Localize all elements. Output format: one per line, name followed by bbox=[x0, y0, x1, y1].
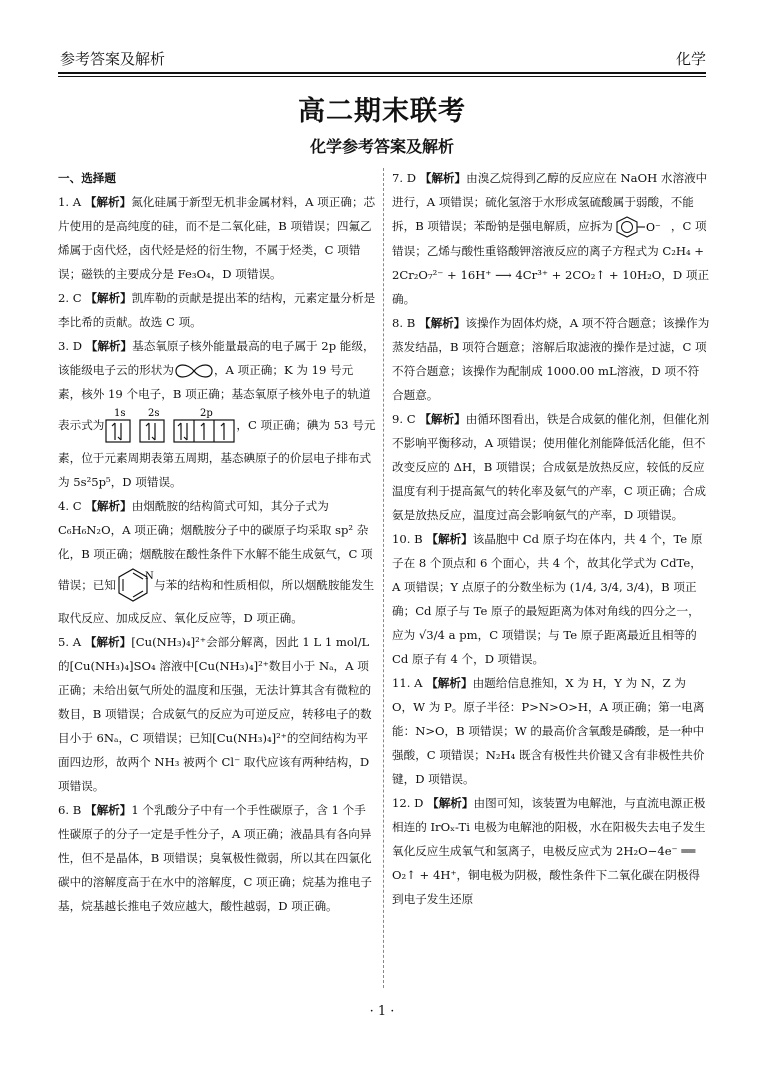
pyridine-n-label: N bbox=[144, 571, 154, 582]
section-heading: 一、选择题 bbox=[58, 171, 116, 185]
orbital-diagram bbox=[104, 406, 236, 446]
answer-text: 由循环图看出，铁是合成氨的催化剂，但催化剂不影响平衡移动，A 项错误；使用催化剂能降低活化能，但不改变反应的 ΔH，B 项错误；合成氨是放热反应，较低的反应温度有利于提高氮气的转化率及氨气的产率，C 项正确；合成氨是放热反应，温度过高会影响氨气的产率，D 项错误。 bbox=[392, 412, 710, 522]
header-right: 化学 bbox=[675, 50, 706, 68]
answer-item-11 bbox=[392, 671, 710, 791]
p-orbital-dumbbell-icon bbox=[174, 364, 214, 378]
analysis-tag: 【解析】 bbox=[419, 412, 466, 426]
answer-text: 由图可知，该装置为电解池，与直流电源正极相连的 IrOₓ-Ti 电极为电解池的阳极，水在阳极失去电子发生氧化反应生成氧气和氢离子，电极反应式为 2H₂O−4e⁻ ══ O₂↑ + 4H⁺，铜电极为阴极，酸性条件下二氧化碳在阴极得到电子发生还原 bbox=[392, 796, 706, 906]
page-header bbox=[58, 48, 706, 68]
answer-text: 与苯的结构和性质相似，所以烟酰胺能发生取代反应、加成反应、氧化反应等，D 项正确。 bbox=[58, 578, 375, 625]
pyridine-ring-icon bbox=[116, 566, 154, 606]
analysis-tag: 【解析】 bbox=[84, 803, 132, 817]
analysis-tag: 【解析】 bbox=[419, 171, 467, 185]
answer-item-8 bbox=[392, 311, 710, 407]
orbital-label-2s: 2s bbox=[148, 408, 160, 419]
answer-lead: 4. C bbox=[58, 499, 82, 513]
page-number: · 1 · bbox=[369, 1004, 395, 1019]
answer-item-12 bbox=[392, 791, 710, 911]
answer-text: 氮化硅属于新型无机非金属材料，A 项正确；芯片使用的是高纯度的硅，而不是二氧化硅，B 项错误；四氟乙烯属于卤代烃，卤代烃是烃的衍生物，不属于烃类，C 项错误；磁铁的主要成分是 Fe₃O₄，D 项错误。 bbox=[58, 195, 376, 281]
orbital-label-2p: 2p bbox=[200, 408, 214, 419]
answer-text: ，A 项正确；K 为 19 号元素，核外 19 个电子，B 项正确；基态氧原子核外电子的轨道表示式为 bbox=[58, 363, 371, 432]
header-rule bbox=[58, 72, 706, 74]
analysis-tag: 【解析】 bbox=[85, 339, 133, 353]
answer-item-3 bbox=[58, 334, 376, 494]
answer-lead: 2. C bbox=[58, 291, 82, 305]
answer-item-2 bbox=[58, 286, 376, 334]
analysis-tag: 【解析】 bbox=[427, 796, 474, 810]
analysis-tag: 【解析】 bbox=[418, 316, 466, 330]
analysis-tag: 【解析】 bbox=[426, 676, 473, 690]
answer-text: ，C 项正确；碘为 53 号元素，位于元素周期表第五周期，基态碘原子的价层电子排布式为 5s²5p⁵，D 项错误。 bbox=[58, 418, 376, 489]
answer-lead: 7. D bbox=[392, 171, 417, 185]
answer-lead: 8. B bbox=[392, 316, 416, 330]
answer-lead: 12. D bbox=[392, 796, 424, 810]
answer-text: 基态氧原子核外能量最高的电子属于 2p 能级，该能级电子云的形状为 bbox=[58, 339, 375, 377]
answer-text: 由烟酰胺的结构简式可知，其分子式为 C₆H₆N₂O，A 项正确；烟酰胺分子中的碳原子均采取 sp² 杂化，B 项正确；烟酰胺在酸性条件下水解不能生成氨气，C 项错误；已知 bbox=[58, 499, 373, 592]
answer-text: 该操作为固体灼烧，A 项不符合题意；该操作为蒸发结晶，B 项符合题意；溶解后取滤液的操作是过滤，C 项不符合题意；该操作为配制成 1000.00 mL溶液，D 项不符合题意。 bbox=[392, 316, 710, 402]
header-rule-thin bbox=[58, 76, 706, 77]
answer-item-1 bbox=[58, 190, 376, 286]
answer-item-4 bbox=[58, 494, 376, 630]
analysis-tag: 【解析】 bbox=[85, 499, 132, 513]
answer-lead: 5. A bbox=[58, 635, 82, 649]
answer-item-7 bbox=[392, 166, 710, 311]
left-column bbox=[58, 166, 376, 918]
analysis-tag: 【解析】 bbox=[84, 195, 132, 209]
analysis-tag: 【解析】 bbox=[85, 291, 132, 305]
analysis-tag: 【解析】 bbox=[84, 635, 132, 649]
analysis-tag: 【解析】 bbox=[426, 532, 473, 546]
answer-lead: 10. B bbox=[392, 532, 423, 546]
answer-text: ，C 项错误；乙烯与酸性重铬酸钾溶液反应的离子方程式为 C₂H₄ + 2Cr₂O₇²⁻ + 16H⁺ ⟶ 4Cr³⁺ + 2CO₂↑ + 10H₂O，D 项正确。 bbox=[392, 219, 710, 306]
right-column bbox=[392, 166, 710, 911]
answer-lead: 1. A bbox=[58, 195, 82, 209]
answer-item-9 bbox=[392, 407, 710, 527]
column-divider bbox=[383, 168, 384, 988]
answer-text: [Cu(NH₃)₄]²⁺会部分解离，因此 1 L 1 mol/L 的[Cu(NH₃)₄]SO₄ 溶液中[Cu(NH₃)₄]²⁺数目小于 Nₐ，A 项正确；未给出氨气所处的温度和压强，无法计算其含有微粒的数目，B 项错误；合成氨气的反应为可逆反应，转移电子的数目小于 6Nₐ，C 项错误；已知[Cu(NH₃)₄]²⁺的空间结构为平面四边形，故两个 NH₃ 被两个 Cl⁻ 取代应该有两种结构，D 项错误。 bbox=[58, 635, 372, 793]
answer-text: 该晶胞中 Cd 原子均在体内，共 4 个，Te 原子在 8 个顶点和 6 个面心，共 4 个，故其化学式为 CdTe，A 项错误；Y 点原子的分数坐标为 (1/4, 3/4, 3/4)，B 项正确；Cd 原子与 Te 原子的最短距离为体对角线的四分之一，应为 √3/4 a pm，C 项错误；与 Te 原子距离最近且相等的 Cd 原子有 4 个，D 项错误。 bbox=[392, 532, 703, 666]
answer-text: 1 个乳酸分子中有一个手性碳原子，含 1 个手性碳原子的分子一定是手性分子，A 项正确；液晶具有各向异性，但不是晶体，B 项错误；臭氧极性微弱，所以其在四氯化碳中的溶解度高于在水中的溶解度，C 项正确；烷基为推电子基，烷基越长推电子效应越大，酸性越弱，D 项正确。 bbox=[58, 803, 372, 913]
page-subtitle: 化学参考答案及解析 bbox=[309, 137, 454, 156]
answer-text: 由溴乙烷得到乙醇的反应应在 NaOH 水溶液中进行，A 项错误；硫化氢溶于水形成氢硫酸属于弱酸，不能拆，B 项错误；苯酚钠是强电解质，应拆为 bbox=[392, 171, 708, 233]
answer-text: 凯库勒的贡献是提出苯的结构，元素定量分析是李比希的贡献。故选 C 项。 bbox=[58, 291, 376, 329]
answer-lead: 3. D bbox=[58, 339, 83, 353]
answer-lead: 9. C bbox=[392, 412, 416, 426]
answer-lead: 6. B bbox=[58, 803, 82, 817]
answer-item-6 bbox=[58, 798, 376, 918]
page-title: 高二期末联考 bbox=[298, 96, 466, 127]
answer-text: 由题给信息推知，X 为 H，Y 为 N，Z 为 O，W 为 P。原子半径：P>N>O>H，A 项正确；第一电离能：N>O，B 项错误；W 的最高价含氧酸是磷酸，是一种中强酸，C 项错误；N₂H₄ 既含有极性共价键又含有非极性共价键，D 项错误。 bbox=[392, 676, 705, 786]
answer-item-10 bbox=[392, 527, 710, 671]
header-left: 参考答案及解析 bbox=[60, 50, 166, 68]
answer-item-5 bbox=[58, 630, 376, 798]
orbital-label-1s: 1s bbox=[114, 408, 126, 419]
phenoxide-o-label: O⁻ bbox=[645, 221, 661, 234]
phenoxide-ring-icon bbox=[613, 215, 671, 239]
answer-lead: 11. A bbox=[392, 676, 423, 690]
